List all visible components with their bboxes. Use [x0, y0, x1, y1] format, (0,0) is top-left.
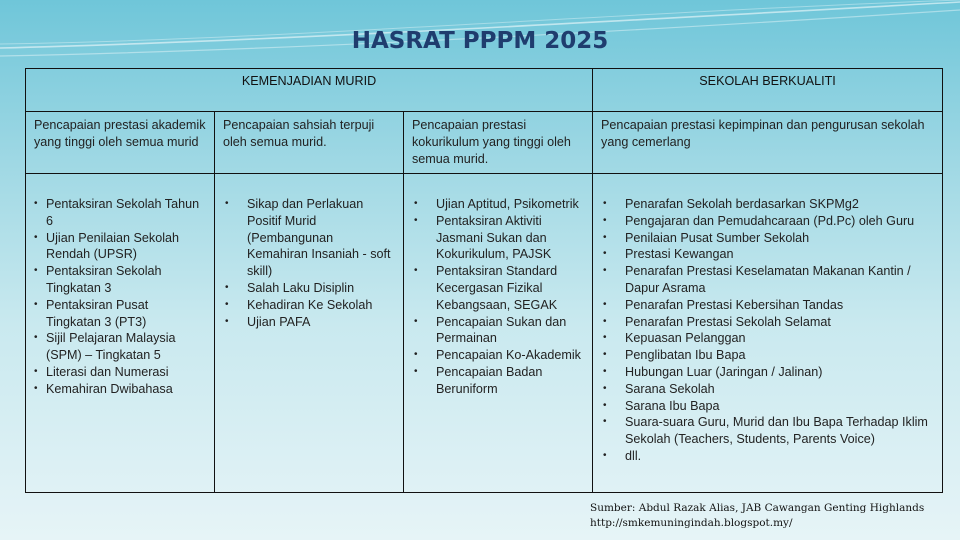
- list-item: • Sarana Ibu Bapa: [601, 398, 934, 415]
- source-url: http://smkemuningindah.blogspot.my/: [590, 517, 793, 529]
- list-kokurikulum: [412, 196, 584, 398]
- list-item: • Pentaksiran Sekolah Tahun 6: [34, 196, 206, 230]
- source-author: Sumber: Abdul Razak Alias, JAB Cawangan Genting Highlands: [590, 502, 925, 514]
- list-kepimpinan: [601, 196, 934, 465]
- list-sahsiah: [223, 196, 395, 330]
- pppm-table: [25, 68, 943, 493]
- list-item: • Penarafan Prestasi Sekolah Selamat: [601, 314, 934, 331]
- list-item: • Pencapaian Badan Beruniform: [412, 364, 584, 398]
- column-heading-kepimpinan: Pencapaian prestasi kepimpinan dan pengurusan sekolah yang cemerlang: [593, 112, 943, 174]
- list-item: • Pentaksiran Pusat Tingkatan 3 (PT3): [34, 297, 206, 331]
- column-heading-kokurikulum: Pencapaian prestasi kokurikulum yang tinggi oleh semua murid.: [404, 112, 593, 174]
- list-item: • Penarafan Sekolah berdasarkan SKPMg2: [601, 196, 934, 213]
- list-item: • Ujian Penilaian Sekolah Rendah (UPSR): [34, 230, 206, 264]
- list-item: • Suara-suara Guru, Murid dan Ibu Bapa Terhadap Iklim Sekolah (Teachers, Students, Parents Voice): [601, 414, 934, 448]
- list-item: • dll.: [601, 448, 934, 465]
- list-item: • Penilaian Pusat Sumber Sekolah: [601, 230, 934, 247]
- list-item: • Sijil Pelajaran Malaysia (SPM) – Tingkatan 5: [34, 330, 206, 364]
- column-heading-row: [26, 112, 943, 174]
- list-item: • Pencapaian Sukan dan Permainan: [412, 314, 584, 348]
- section-header-row: [26, 69, 943, 112]
- list-item: • Sarana Sekolah: [601, 381, 934, 398]
- list-item: • Literasi dan Numerasi: [34, 364, 206, 381]
- list-item: • Kepuasan Pelanggan: [601, 330, 934, 347]
- column-items-kepimpinan: [593, 174, 943, 493]
- list-item: • Prestasi Kewangan: [601, 246, 934, 263]
- list-item: • Pentaksiran Sekolah Tingkatan 3: [34, 263, 206, 297]
- list-akademik: [34, 196, 206, 398]
- list-item: • Pengajaran dan Pemudahcaraan (Pd.Pc) oleh Guru: [601, 213, 934, 230]
- list-item: • Penarafan Prestasi Kebersihan Tandas: [601, 297, 934, 314]
- column-heading-akademik: Pencapaian prestasi akademik yang tinggi oleh semua murid: [26, 112, 215, 174]
- list-item: • Penarafan Prestasi Keselamatan Makanan Kantin / Dapur Asrama: [601, 263, 934, 297]
- page-title: HASRAT PPPM 2025: [351, 28, 609, 54]
- source-credit: [590, 501, 924, 531]
- list-item: • Pentaksiran Standard Kecergasan Fizikal Kebangsaan, SEGAK: [412, 263, 584, 313]
- column-items-kokurikulum: [404, 174, 593, 493]
- list-item: • Penglibatan Ibu Bapa: [601, 347, 934, 364]
- column-items-sahsiah: [215, 174, 404, 493]
- section-header-kemenjadian: KEMENJADIAN MURID: [26, 69, 593, 112]
- list-item: • Sikap dan Perlakuan Positif Murid (Pembangunan Kemahiran Insaniah - soft skill): [223, 196, 395, 280]
- items-row: [26, 174, 943, 493]
- list-item: • Kehadiran Ke Sekolah: [223, 297, 395, 314]
- section-header-sekolah: SEKOLAH BERKUALITI: [593, 69, 943, 112]
- list-item: • Pencapaian Ko-Akademik: [412, 347, 584, 364]
- list-item: • Hubungan Luar (Jaringan / Jalinan): [601, 364, 934, 381]
- list-item: • Pentaksiran Aktiviti Jasmani Sukan dan Kokurikulum, PAJSK: [412, 213, 584, 263]
- list-item: • Ujian PAFA: [223, 314, 395, 331]
- list-item: • Salah Laku Disiplin: [223, 280, 395, 297]
- list-item: • Ujian Aptitud, Psikometrik: [412, 196, 584, 213]
- list-item: • Kemahiran Dwibahasa: [34, 381, 206, 398]
- column-heading-sahsiah: Pencapaian sahsiah terpuji oleh semua murid.: [215, 112, 404, 174]
- column-items-akademik: [26, 174, 215, 493]
